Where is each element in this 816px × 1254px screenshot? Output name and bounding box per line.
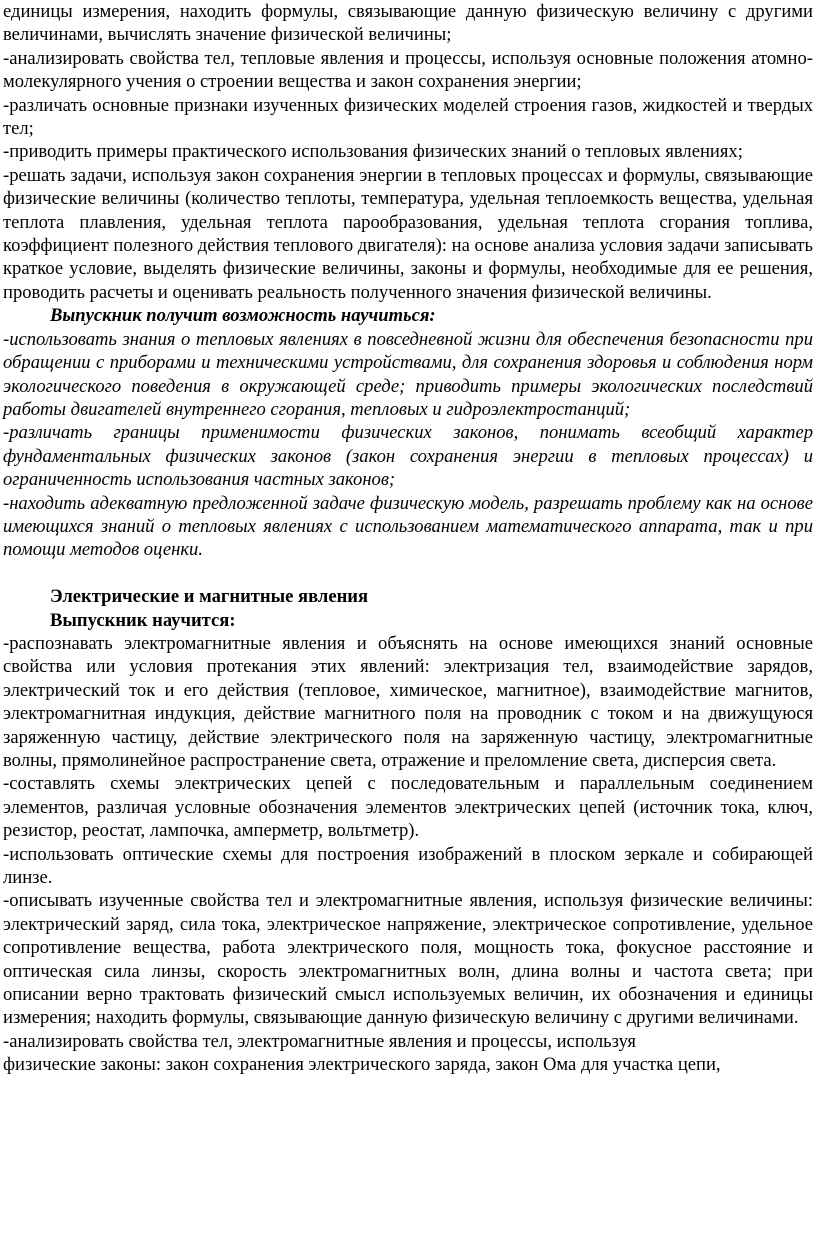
paragraph: -распознавать электромагнитные явления и объяснять на основе имеющихся знаний основные свойства или условия протекания этих явлений: электризация тел, взаимодействие зарядов, электрический ток и его действия (тепловое, химическое, магнитное), взаимодействие магнитов, электромагнитная индукция, действие магнитного поля на проводник с током и на движущуюся заряженную частицу, действие электрического поля на заряженную частицу, электромагнитные волны, прямолинейное распространение света, отражение и преломление света, дисперсия света. [3,632,813,771]
paragraph-italic: -находить адекватную предложенной задаче физическую модель, разрешать проблему как на основе имеющихся знаний о тепловых явлениях с использованием математического аппарата, так и при помощи методов оценки. [3,492,813,561]
paragraph: -описывать изученные свойства тел и электромагнитные явления, используя физические величины: электрический заряд, сила тока, электрическое напряжение, электрическое сопротивление, удельное сопротивление вещества, работа электрического поля, мощность тока, фокусное расстояние и оптическая сила линзы, скорость электромагнитных волн, длина волны и частота света; при описании верно трактовать физический смысл используемых величин, их обозначения и единицы измерения; находить формулы, связывающие данную физическую величину с другими величинами. [3,890,813,1029]
paragraph: -анализировать свойства тел, электромагнитные явления и процессы, используя [3,1030,636,1052]
paragraph-italic: -различать границы применимости физических законов, понимать всеобщий характер фундаментальных физических законов (закон сохранения энергии в тепловых процессах) и ограниченность использования частных законов; [3,422,813,491]
opportunity-heading: Выпускник получит возможность научиться: [50,305,436,327]
paragraph: -приводить примеры практического использования физических знаний о тепловых явлениях; [3,141,743,163]
paragraph: -анализировать свойства тел, тепловые явления и процессы, используя основные положения атомно-молекулярного учения о строении вещества и закон сохранения энергии; [3,47,813,93]
paragraph-italic: -использовать знания о тепловых явлениях в повседневной жизни для обеспечения безопасности при обращении с приборами и техническими устройствами, для сохранения здоровья и соблюдения норм экологического поведения в окружающей среде; приводить примеры экологических последствий работы двигателей внутреннего сгорания, тепловых и гидроэлектростанций; [3,328,813,420]
section-title: Электрические и магнитные явления [50,586,369,608]
paragraph: -решать задачи, используя закон сохранения энергии в тепловых процессах и формулы, связывающие физические величины (количество теплоты, температура, удельная теплоемкость вещества, удельная теплота плавления, удельная теплота парообразования, удельная теплота сгорания топлива, коэффициент полезного действия теплового двигателя): на основе анализа условия задачи записывать краткое условие, выделять физические величины, законы и формулы, необходимые для ее решения, проводить расчеты и оценивать реальность полученного значения физической величины. [3,164,813,303]
blank-line [3,562,813,585]
paragraph: -использовать оптические схемы для построения изображений в плоском зеркале и собирающей линзе. [3,843,813,889]
paragraph: -различать основные признаки изученных физических моделей строения газов, жидкостей и твердых тел; [3,94,813,140]
paragraph: -составлять схемы электрических цепей с последовательным и параллельным соединением элементов, различая условные обозначения элементов электрических цепей (источник тока, ключ, резистор, реостат, лампочка, амперметр, вольтметр). [3,773,813,842]
paragraph: физические законы: закон сохранения электрического заряда, закон Ома для участка цепи, [3,1054,721,1076]
learn-heading: Выпускник научится: [50,609,236,631]
paragraph: единицы измерения, находить формулы, связывающие данную физическую величину с другими величинами, вычислять значение физической величины; [3,1,813,46]
